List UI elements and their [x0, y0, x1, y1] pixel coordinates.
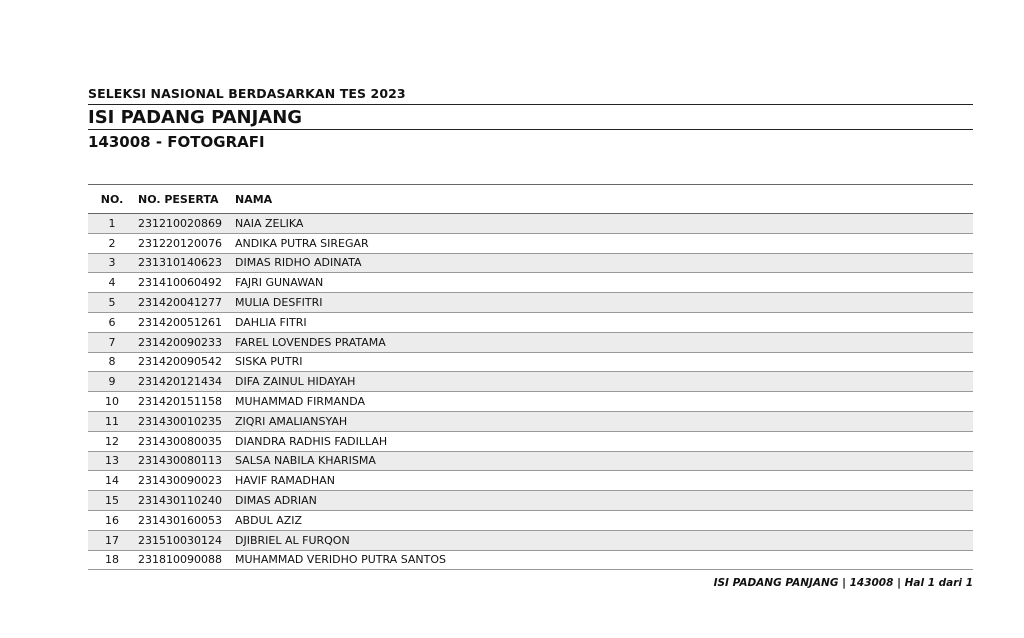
table-row — [88, 510, 973, 530]
row-number: 2 — [88, 233, 136, 253]
participant-name: NAIA ZELIKA — [233, 214, 973, 234]
column-header-no: NO. — [88, 185, 136, 214]
row-number: 10 — [88, 392, 136, 412]
page-footer: ISI PADANG PANJANG | 143008 | Hal 1 dari 1 — [713, 577, 973, 589]
participants-table — [88, 184, 973, 570]
table-row — [88, 491, 973, 511]
participant-name: HAVIF RAMADHAN — [233, 471, 973, 491]
column-header-peserta: NO. PESERTA — [136, 185, 233, 214]
participant-name: ZIQRI AMALIANSYAH — [233, 411, 973, 431]
row-number: 15 — [88, 491, 136, 511]
participant-name: FAREL LOVENDES PRATAMA — [233, 332, 973, 352]
participant-number: 231310140623 — [136, 253, 233, 273]
participant-number: 231210020869 — [136, 214, 233, 234]
row-number: 7 — [88, 332, 136, 352]
participant-name: MULIA DESFITRI — [233, 293, 973, 313]
participant-number: 231220120076 — [136, 233, 233, 253]
participant-name: SALSA NABILA KHARISMA — [233, 451, 973, 471]
participant-number: 231430080113 — [136, 451, 233, 471]
row-number: 13 — [88, 451, 136, 471]
row-number: 14 — [88, 471, 136, 491]
document-super-title: SELEKSI NASIONAL BERDASARKAN TES 2023 — [88, 86, 973, 105]
participant-number: 231430160053 — [136, 510, 233, 530]
participant-number: 231420041277 — [136, 293, 233, 313]
row-number: 1 — [88, 214, 136, 234]
table-row — [88, 332, 973, 352]
participant-number: 231420121434 — [136, 372, 233, 392]
row-number: 18 — [88, 550, 136, 570]
row-number: 4 — [88, 273, 136, 293]
table-row — [88, 312, 973, 332]
table-row — [88, 431, 973, 451]
participant-number: 231430010235 — [136, 411, 233, 431]
participant-number: 231420090542 — [136, 352, 233, 372]
participant-name: DJIBRIEL AL FURQON — [233, 530, 973, 550]
participant-name: MUHAMMAD FIRMANDA — [233, 392, 973, 412]
participant-name: DIMAS ADRIAN — [233, 491, 973, 511]
participant-number: 231430080035 — [136, 431, 233, 451]
institution-title: ISI PADANG PANJANG — [88, 105, 973, 130]
row-number: 16 — [88, 510, 136, 530]
participant-name: ABDUL AZIZ — [233, 510, 973, 530]
participant-name: DIMAS RIDHO ADINATA — [233, 253, 973, 273]
participant-name: MUHAMMAD VERIDHO PUTRA SANTOS — [233, 550, 973, 570]
table-row — [88, 411, 973, 431]
table-header-row — [88, 185, 973, 214]
table-row — [88, 273, 973, 293]
participant-number: 231510030124 — [136, 530, 233, 550]
row-number: 6 — [88, 312, 136, 332]
table-row — [88, 233, 973, 253]
table-row — [88, 530, 973, 550]
participant-name: DIANDRA RADHIS FADILLAH — [233, 431, 973, 451]
table-row — [88, 451, 973, 471]
program-title: 143008 - FOTOGRAFI — [88, 133, 265, 151]
participant-name: SISKA PUTRI — [233, 352, 973, 372]
participant-number: 231430090023 — [136, 471, 233, 491]
table-row — [88, 550, 973, 570]
table-row — [88, 471, 973, 491]
row-number: 3 — [88, 253, 136, 273]
table-row — [88, 372, 973, 392]
table-row — [88, 352, 973, 372]
participant-name: DIFA ZAINUL HIDAYAH — [233, 372, 973, 392]
table-row — [88, 392, 973, 412]
table-row — [88, 293, 973, 313]
column-header-nama: NAMA — [233, 185, 973, 214]
row-number: 11 — [88, 411, 136, 431]
document-page — [88, 86, 973, 567]
row-number: 5 — [88, 293, 136, 313]
row-number: 12 — [88, 431, 136, 451]
participant-number: 231420151158 — [136, 392, 233, 412]
participant-number: 231420051261 — [136, 312, 233, 332]
row-number: 9 — [88, 372, 136, 392]
row-number: 8 — [88, 352, 136, 372]
row-number: 17 — [88, 530, 136, 550]
participant-number: 231810090088 — [136, 550, 233, 570]
participant-number: 231410060492 — [136, 273, 233, 293]
table-row — [88, 253, 973, 273]
table-row — [88, 214, 973, 234]
participant-number: 231430110240 — [136, 491, 233, 511]
participant-number: 231420090233 — [136, 332, 233, 352]
participant-name: FAJRI GUNAWAN — [233, 273, 973, 293]
participant-name: ANDIKA PUTRA SIREGAR — [233, 233, 973, 253]
participant-name: DAHLIA FITRI — [233, 312, 973, 332]
